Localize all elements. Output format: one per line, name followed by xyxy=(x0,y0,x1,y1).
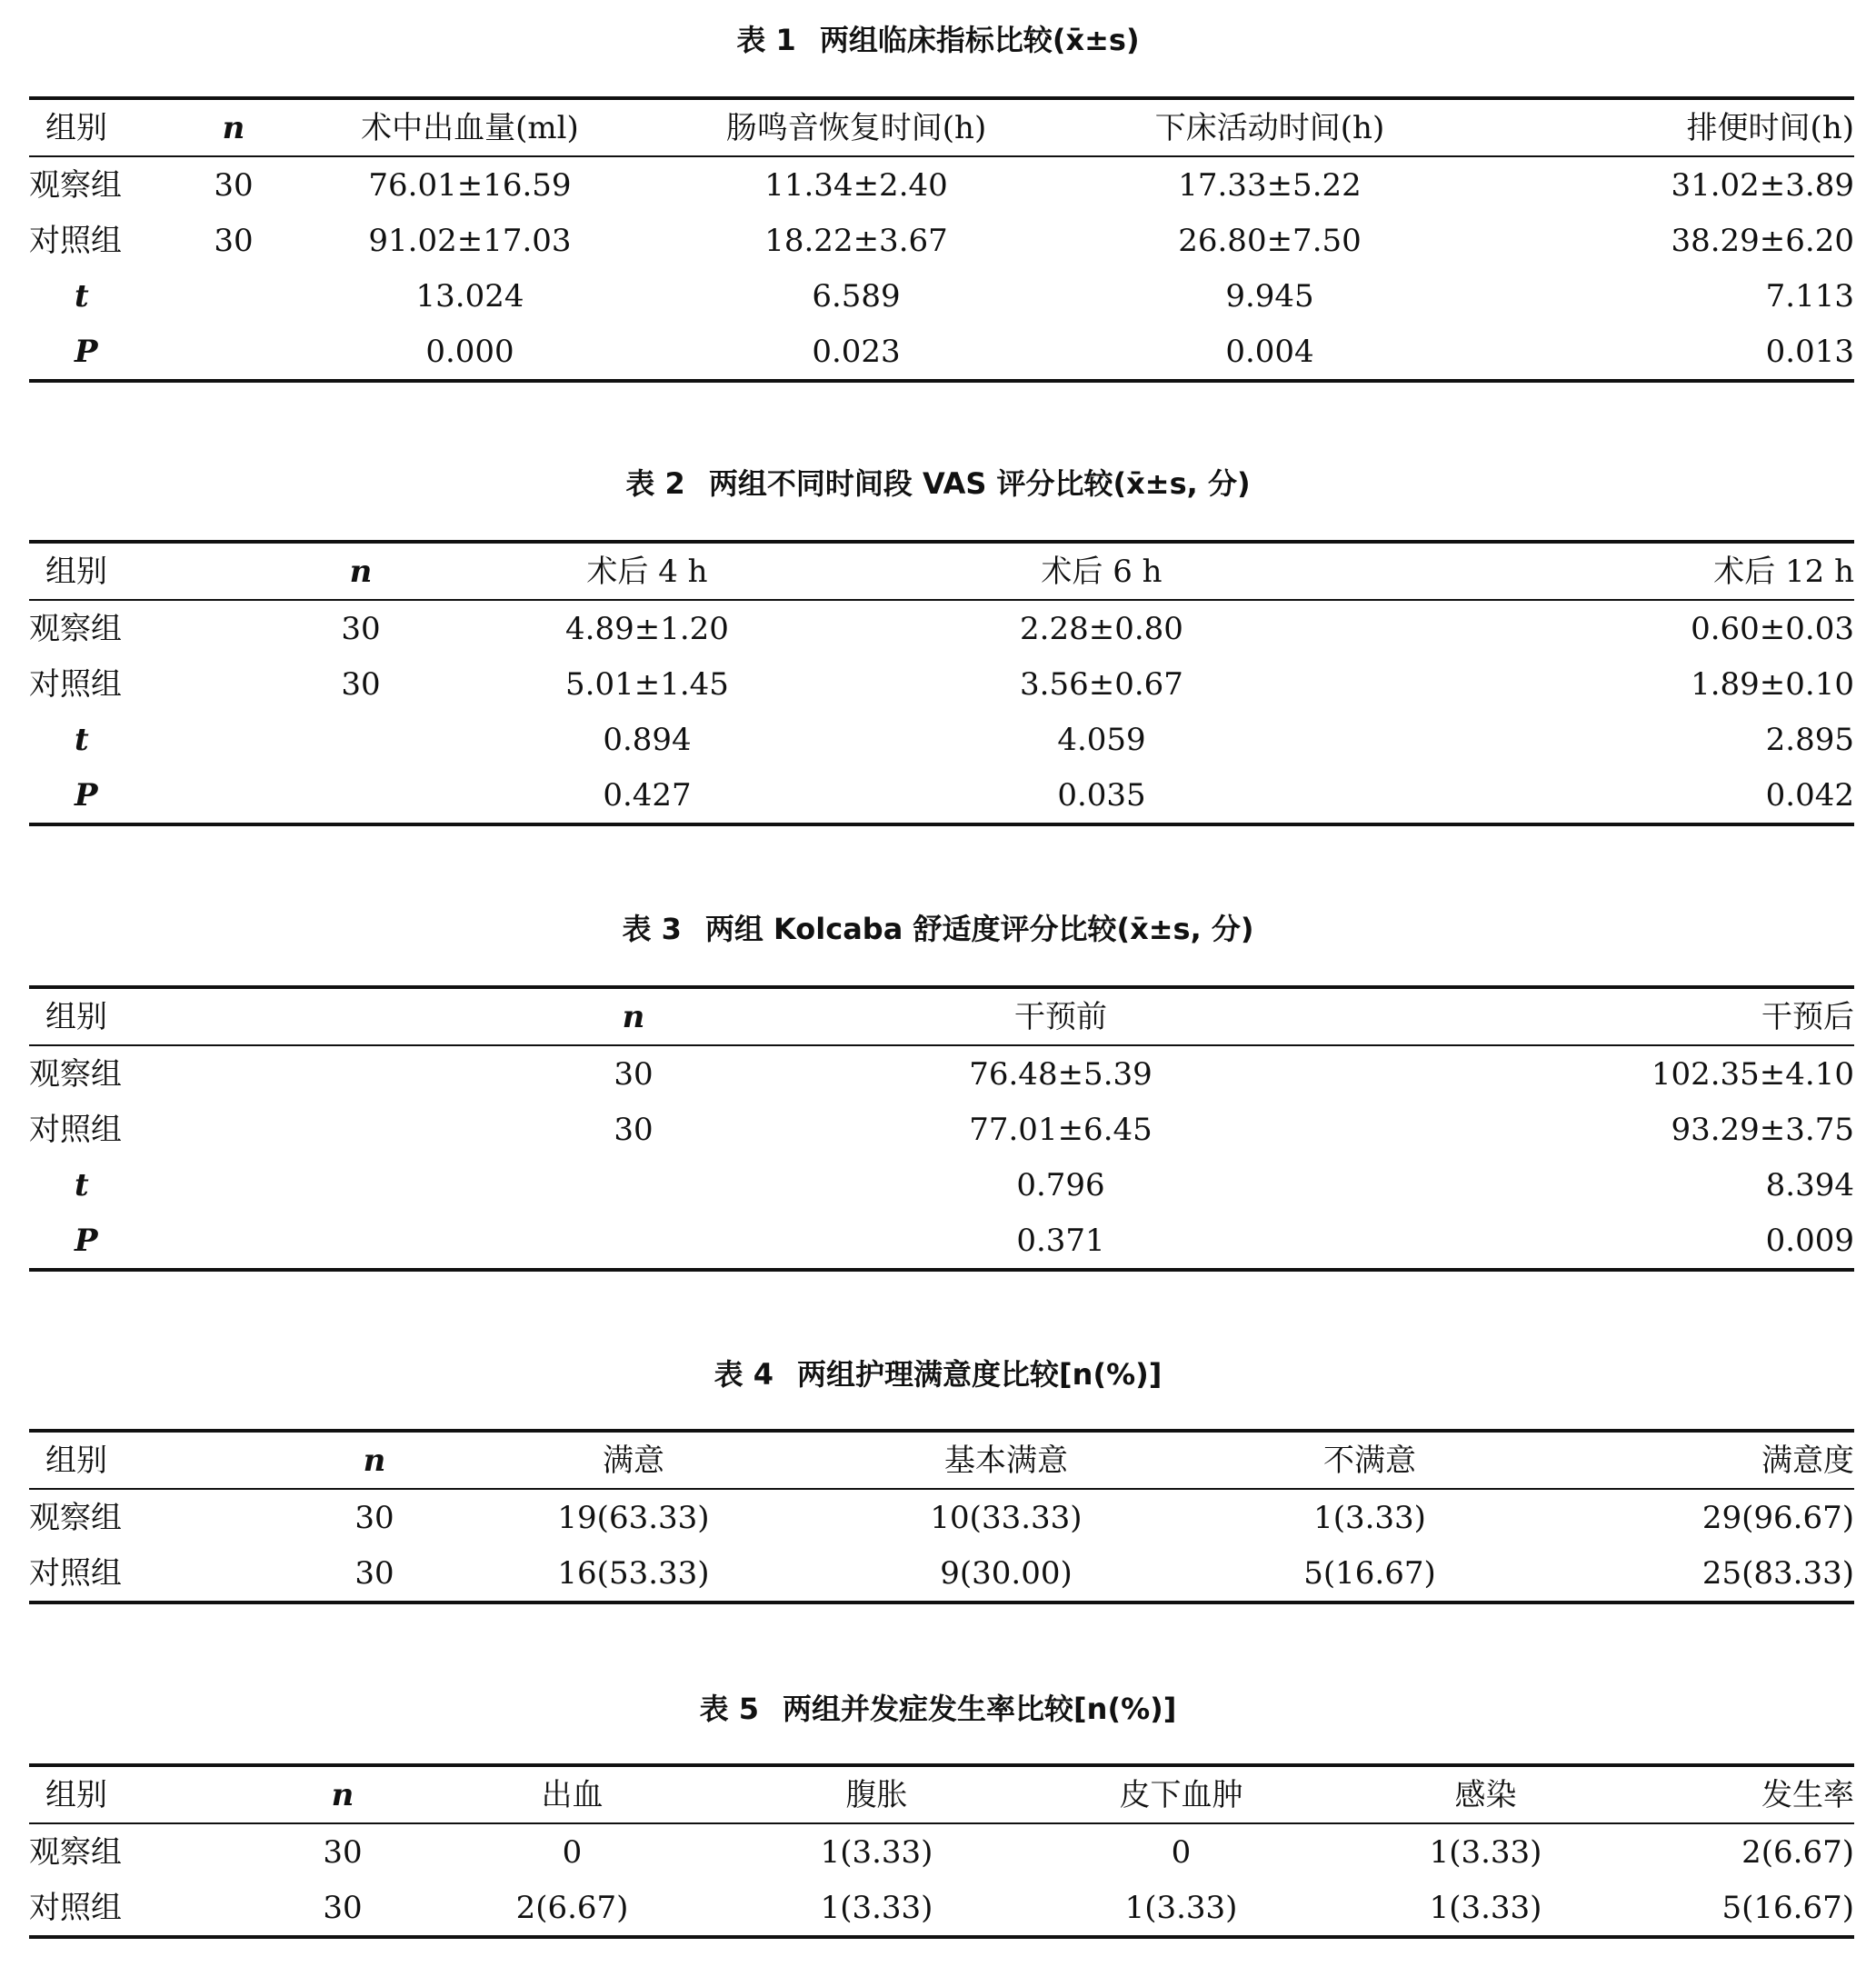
cell xyxy=(302,767,420,824)
row-label: 观察组 xyxy=(29,1499,122,1536)
cell: 16(53.33) xyxy=(557,1554,710,1592)
table-4-caption xyxy=(0,1354,1876,1394)
cell: 38.29±6.20 xyxy=(1671,222,1854,259)
cell xyxy=(302,712,420,767)
row-label: 观察组 xyxy=(29,610,122,647)
table-2-title: 两组不同时间段 VAS 评分比较(x̄±s, 分) xyxy=(708,466,1251,501)
cell xyxy=(484,1157,783,1213)
cell: 0.013 xyxy=(1765,333,1854,370)
table-header-row xyxy=(29,98,1854,156)
cell: 30 xyxy=(323,1833,363,1871)
cell: 0.035 xyxy=(1057,776,1146,814)
cell: 30 xyxy=(214,166,254,204)
table-row-p xyxy=(29,767,1854,824)
col-header-incidence: 发生率 xyxy=(1761,1776,1854,1813)
cell: 77.01±6.45 xyxy=(969,1111,1153,1148)
table-5-caption xyxy=(0,1689,1876,1729)
cell: 1(3.33) xyxy=(820,1889,933,1926)
cell: 93.29±3.75 xyxy=(1671,1111,1854,1148)
col-header-6h: 术后 6 h xyxy=(1041,553,1163,590)
table-row xyxy=(29,213,1854,268)
col-header-hematoma: 皮下血肿 xyxy=(1119,1776,1243,1813)
col-header-unsatisfied: 不满意 xyxy=(1323,1442,1416,1479)
col-header-infection: 感染 xyxy=(1454,1776,1517,1813)
col-header-bloating: 腹胀 xyxy=(845,1776,908,1813)
col-header-bowel-sound: 肠鸣音恢复时间(h) xyxy=(725,109,987,146)
table-row-t xyxy=(29,712,1854,767)
cell: 8.394 xyxy=(1765,1166,1854,1203)
table-3-title: 两组 Kolcaba 舒适度评分比较(x̄±s, 分) xyxy=(704,912,1254,946)
cell: 9.945 xyxy=(1225,277,1314,315)
table-2-caption xyxy=(0,464,1876,504)
row-label: 对照组 xyxy=(29,1111,122,1148)
cell: 26.80±7.50 xyxy=(1178,222,1362,259)
cell: 5.01±1.45 xyxy=(565,665,729,703)
table-row xyxy=(29,1545,1854,1603)
cell: 30 xyxy=(614,1111,654,1148)
cell: 30 xyxy=(614,1055,654,1093)
col-header-basically-satisfied: 基本满意 xyxy=(944,1442,1068,1479)
table-row xyxy=(29,600,1854,656)
cell: 0.023 xyxy=(812,333,901,370)
cell: 25(83.33) xyxy=(1701,1554,1854,1592)
cell: 1(3.33) xyxy=(1313,1499,1426,1536)
cell: 30 xyxy=(354,1554,394,1592)
row-label: 对照组 xyxy=(29,1554,122,1592)
table-2 xyxy=(29,540,1854,826)
table-3 xyxy=(29,985,1854,1272)
cell: 0.60±0.03 xyxy=(1691,610,1854,647)
cell: 11.34±2.40 xyxy=(764,166,948,204)
table-row xyxy=(29,656,1854,712)
col-header-satisfied: 满意 xyxy=(603,1442,664,1479)
col-header-pre: 干预前 xyxy=(1014,998,1107,1035)
cell: 30 xyxy=(341,610,381,647)
cell xyxy=(175,268,293,324)
col-header-group: 组别 xyxy=(45,553,107,590)
cell: 30 xyxy=(323,1889,363,1926)
cell: 0 xyxy=(562,1833,583,1871)
row-label: 观察组 xyxy=(29,166,122,204)
col-header-satisfaction-rate: 满意度 xyxy=(1761,1442,1854,1479)
table-4 xyxy=(29,1429,1854,1604)
table-row xyxy=(29,1880,1854,1937)
stat-label-t: t xyxy=(75,1166,89,1203)
stat-label-p: P xyxy=(75,1222,98,1259)
cell: 2.28±0.80 xyxy=(1020,610,1183,647)
col-header-n: n xyxy=(622,998,645,1035)
cell: 31.02±3.89 xyxy=(1671,166,1854,204)
col-header-ambulation: 下床活动时间(h) xyxy=(1154,109,1385,146)
cell: 0 xyxy=(1171,1833,1192,1871)
cell: 2.895 xyxy=(1765,721,1854,758)
table-row-p xyxy=(29,324,1854,381)
cell: 76.48±5.39 xyxy=(969,1055,1153,1093)
cell xyxy=(175,324,293,381)
table-1-title: 两组临床指标比较(x̄±s) xyxy=(819,23,1140,57)
cell: 13.024 xyxy=(415,277,524,315)
table-header-row xyxy=(29,542,1854,600)
row-label: 观察组 xyxy=(29,1055,122,1093)
cell: 19(63.33) xyxy=(557,1499,710,1536)
table-row xyxy=(29,1823,1854,1880)
table-row xyxy=(29,156,1854,213)
cell: 5(16.67) xyxy=(1303,1554,1436,1592)
table-5 xyxy=(29,1763,1854,1939)
col-header-group: 组别 xyxy=(45,1442,107,1479)
table-row xyxy=(29,1489,1854,1545)
cell: 1(3.33) xyxy=(1124,1889,1238,1926)
table-3-number: 表 3 xyxy=(622,912,682,946)
cell: 30 xyxy=(341,665,381,703)
row-label: 对照组 xyxy=(29,665,122,703)
row-label: 对照组 xyxy=(29,222,122,259)
cell: 0.042 xyxy=(1765,776,1854,814)
table-row xyxy=(29,1102,1854,1157)
cell: 0.371 xyxy=(1016,1222,1105,1259)
cell: 76.01±16.59 xyxy=(368,166,572,204)
table-3-caption xyxy=(0,909,1876,949)
table-row xyxy=(29,1045,1854,1102)
cell: 4.059 xyxy=(1057,721,1146,758)
cell: 1.89±0.10 xyxy=(1691,665,1854,703)
col-header-n: n xyxy=(331,1776,354,1813)
row-label: 对照组 xyxy=(29,1889,122,1926)
cell: 6.589 xyxy=(812,277,901,315)
cell: 91.02±17.03 xyxy=(368,222,572,259)
cell: 0.796 xyxy=(1016,1166,1105,1203)
col-header-4h: 术后 4 h xyxy=(586,553,708,590)
table-1-caption xyxy=(0,20,1876,60)
cell: 30 xyxy=(354,1499,394,1536)
cell: 3.56±0.67 xyxy=(1020,665,1183,703)
cell: 7.113 xyxy=(1765,277,1854,315)
cell: 10(33.33) xyxy=(930,1499,1083,1536)
table-header-row xyxy=(29,987,1854,1045)
table-1-number: 表 1 xyxy=(736,23,796,57)
table-2-number: 表 2 xyxy=(625,466,685,501)
table-5-title: 两组并发症发生率比较[n(%)] xyxy=(783,1692,1177,1726)
table-row-p xyxy=(29,1213,1854,1270)
cell: 18.22±3.67 xyxy=(764,222,948,259)
col-header-n: n xyxy=(349,553,373,590)
col-header-defecation: 排便时间(h) xyxy=(1686,109,1854,146)
row-label: 观察组 xyxy=(29,1833,122,1871)
cell: 4.89±1.20 xyxy=(565,610,729,647)
cell: 30 xyxy=(214,222,254,259)
cell xyxy=(484,1213,783,1270)
cell: 9(30.00) xyxy=(940,1554,1073,1592)
table-row-t xyxy=(29,268,1854,324)
table-1 xyxy=(29,96,1854,383)
table-5-number: 表 5 xyxy=(699,1692,760,1726)
col-header-group: 组别 xyxy=(45,1776,107,1813)
cell: 1(3.33) xyxy=(820,1833,933,1871)
col-header-bleeding: 出血 xyxy=(541,1776,604,1813)
cell: 1(3.33) xyxy=(1429,1833,1542,1871)
col-header-post: 干预后 xyxy=(1761,998,1854,1035)
stat-label-t: t xyxy=(75,721,89,758)
cell: 2(6.67) xyxy=(515,1889,629,1926)
col-header-12h: 术后 12 h xyxy=(1713,553,1854,590)
cell: 0.004 xyxy=(1225,333,1314,370)
col-header-n: n xyxy=(363,1442,386,1479)
stat-label-p: P xyxy=(75,333,98,370)
table-header-row xyxy=(29,1765,1854,1823)
table-4-number: 表 4 xyxy=(713,1357,774,1392)
table-header-row xyxy=(29,1431,1854,1489)
cell: 0.894 xyxy=(603,721,692,758)
cell: 0.000 xyxy=(425,333,514,370)
cell: 1(3.33) xyxy=(1429,1889,1542,1926)
col-header-group: 组别 xyxy=(45,998,107,1035)
col-header-group: 组别 xyxy=(45,109,107,146)
col-header-blood-loss: 术中出血量(ml) xyxy=(361,109,579,146)
cell: 0.427 xyxy=(603,776,692,814)
cell: 0.009 xyxy=(1765,1222,1854,1259)
cell: 5(16.67) xyxy=(1721,1889,1854,1926)
table-row-t xyxy=(29,1157,1854,1213)
cell: 102.35±4.10 xyxy=(1651,1055,1854,1093)
stat-label-t: t xyxy=(75,277,89,315)
col-header-n: n xyxy=(222,109,245,146)
table-4-title: 两组护理满意度比较[n(%)] xyxy=(797,1357,1163,1392)
cell: 2(6.67) xyxy=(1741,1833,1854,1871)
stat-label-p: P xyxy=(75,776,98,814)
cell: 17.33±5.22 xyxy=(1178,166,1362,204)
cell: 29(96.67) xyxy=(1701,1499,1854,1536)
